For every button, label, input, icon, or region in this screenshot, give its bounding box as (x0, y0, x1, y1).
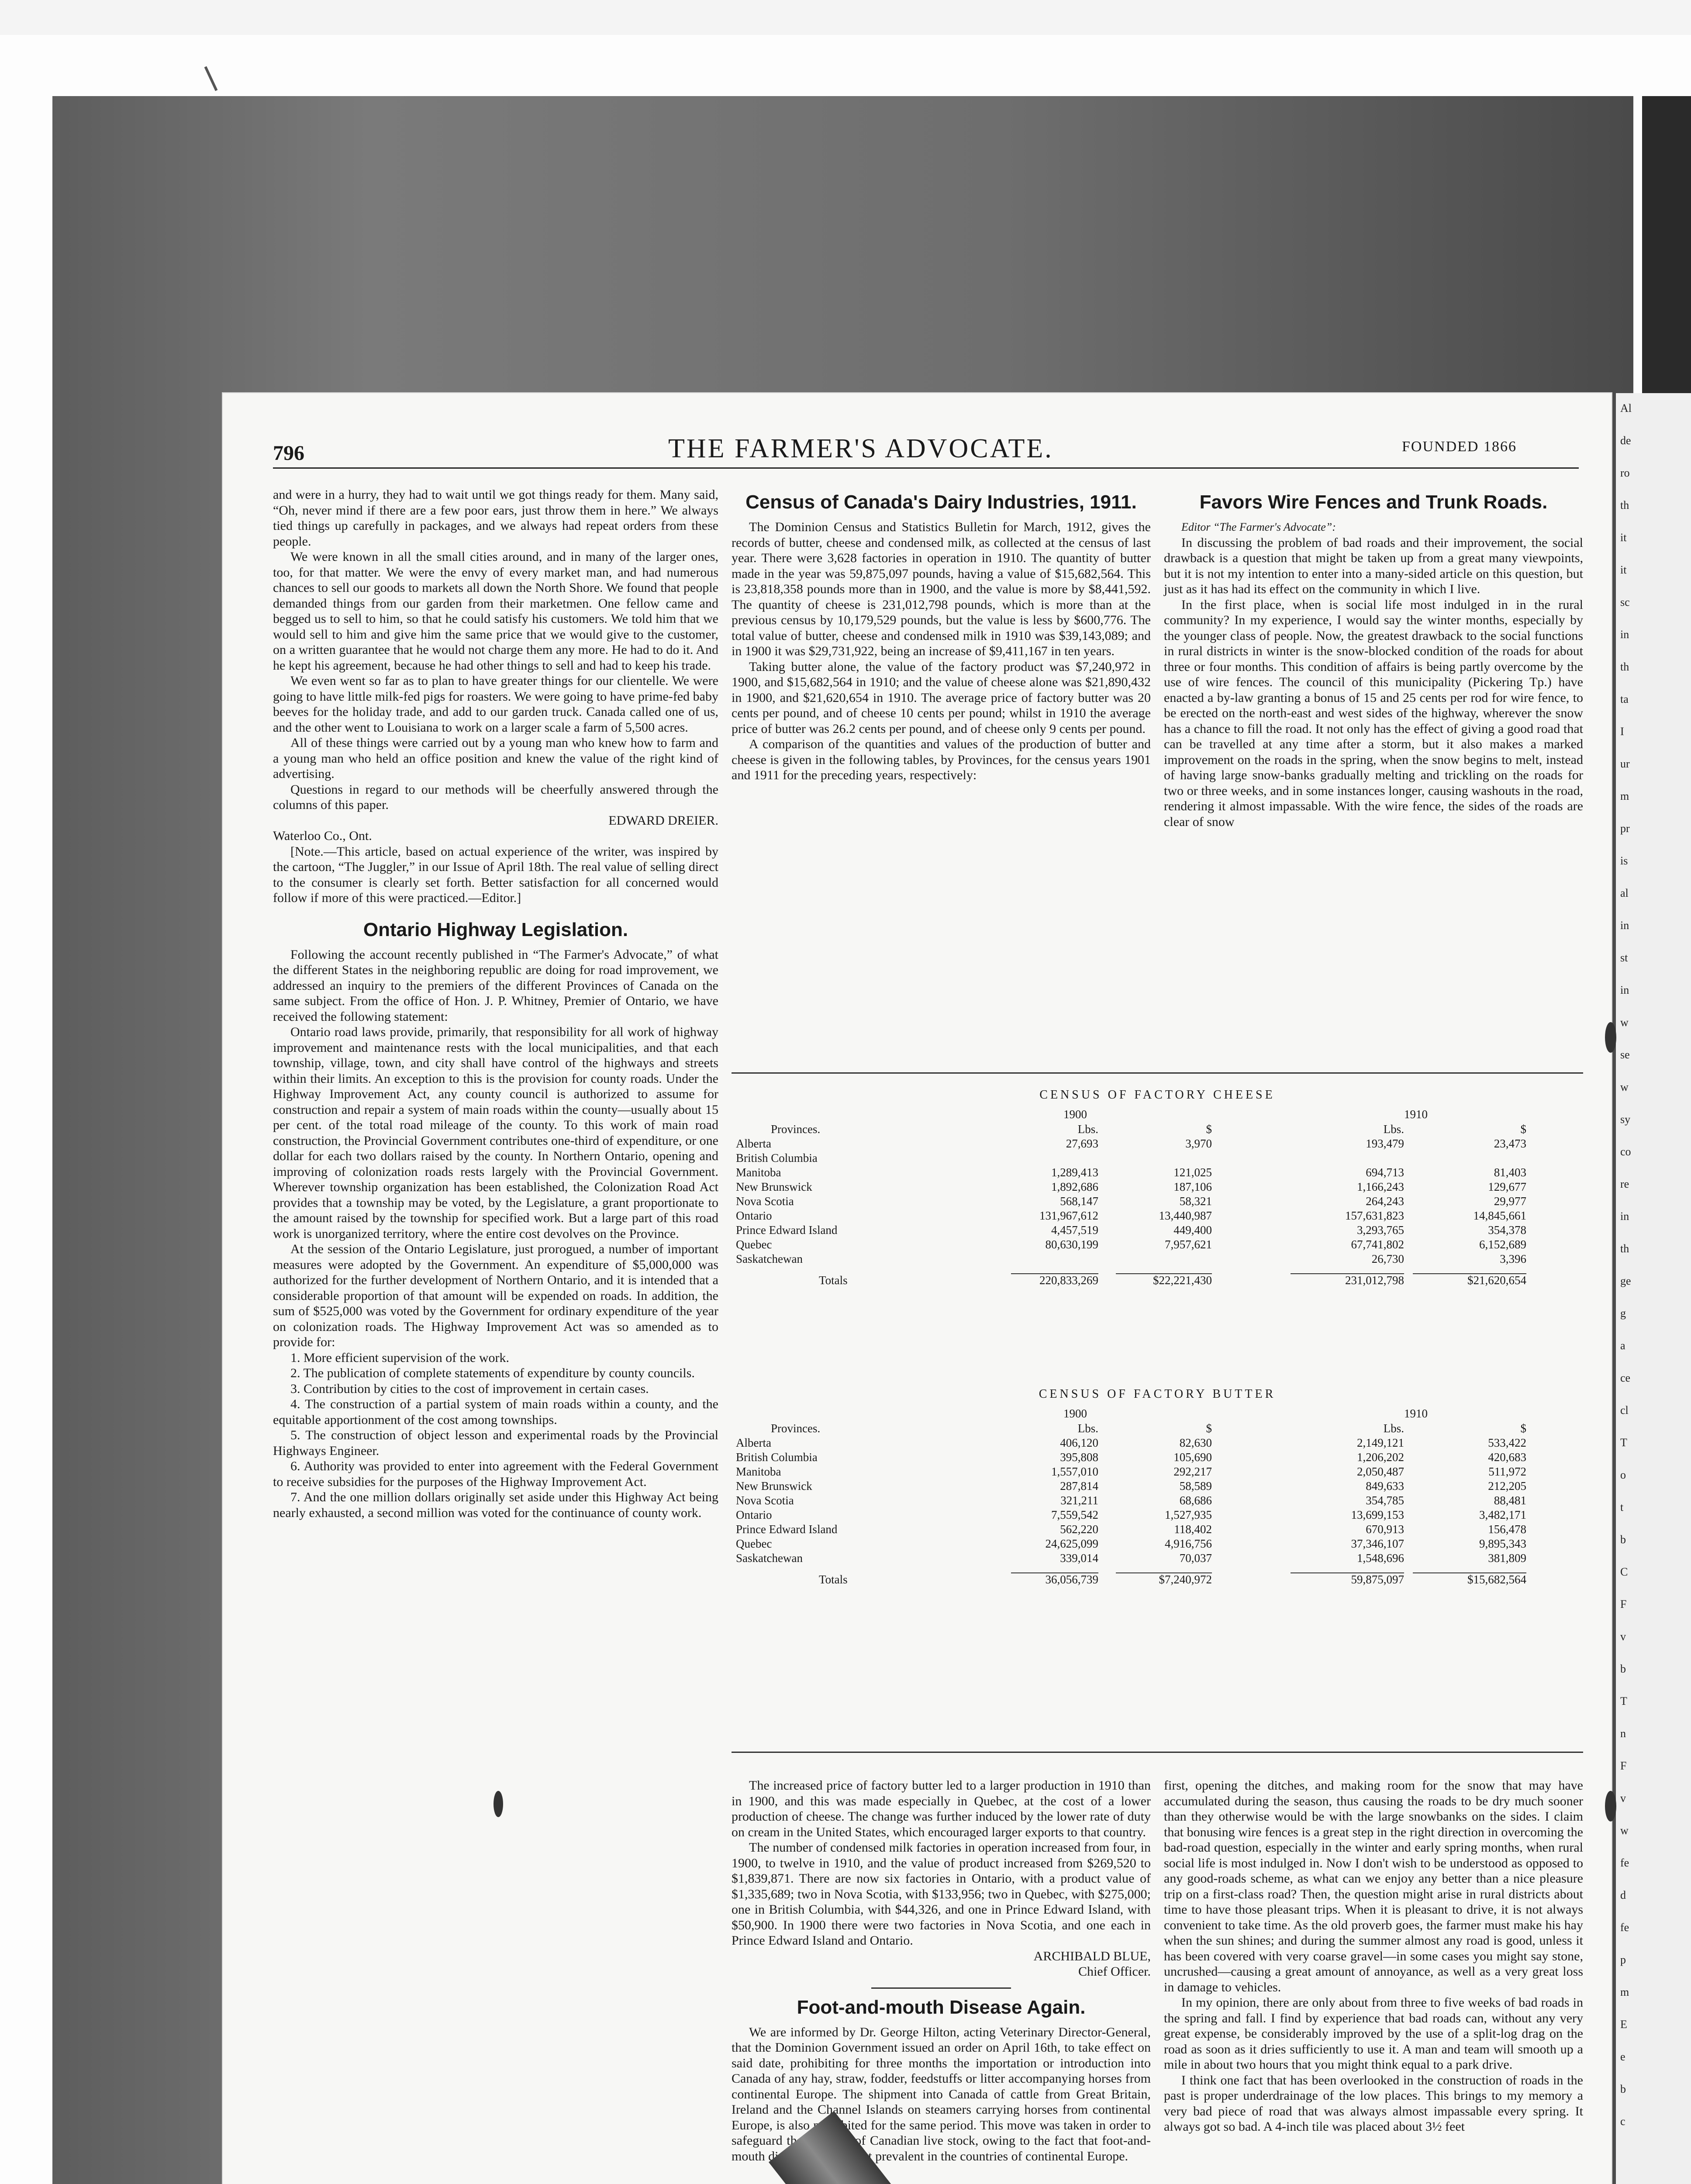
table-cell: 231,012,798 (1345, 1274, 1404, 1287)
column-header: $ (1206, 1123, 1212, 1136)
adjacent-text-fragment: it (1620, 563, 1627, 576)
column-2-lower (732, 1778, 1151, 2164)
table-cell: Totals (819, 1573, 848, 1586)
table-cell: $7,240,972 (1159, 1573, 1212, 1586)
adjacent-text-fragment: al (1620, 887, 1629, 899)
table-row (732, 1209, 1583, 1223)
adjacent-text-fragment: I (1620, 725, 1624, 738)
cheese-table (732, 1088, 1583, 1288)
table-cell: 381,809 (1488, 1552, 1526, 1565)
article-heading: Foot-and-mouth Disease Again. (797, 1996, 1086, 2018)
table-cell: 37,346,107 (1351, 1537, 1404, 1550)
paragraph: A comparison of the quantities and values of the production of butter and cheese is given in the following tables, by Provinces, for the census years 1901 and 1911 for the preceding years, respectively: (732, 737, 1151, 782)
table-row (732, 1493, 1583, 1508)
column-3 (1164, 487, 1583, 829)
adjacent-text-fragment: pr (1620, 822, 1630, 835)
table-cell: 292,217 (1173, 1465, 1212, 1478)
adjacent-text-fragment: n (1620, 1727, 1626, 1740)
table-cell: 1,166,243 (1357, 1180, 1404, 1193)
table-cell: 1,289,413 (1051, 1166, 1098, 1179)
table-row (732, 1223, 1583, 1237)
table-cell: 2,149,121 (1357, 1436, 1404, 1449)
table-cell: 511,972 (1488, 1465, 1526, 1478)
table-cell: 3,970 (1185, 1137, 1212, 1150)
paragraph: We are informed by Dr. George Hilton, acting Veterinary Director-General, that the Dominion Government issued an order on April 16th, to take effect on said date, prohibiting for three months the importation or introduction into Canada of any hay, straw, fodder, feedstuffs or litter accompanying horses from continental Europe. The shipment into Canada of cattle from Great Britain, Ireland and the Channel Islands on steamers carrying horses from continental Europe, is also prohibited for the same period. This move was taken in order to safeguard the interests of Canadian live stock, owing to the fact that foot-and-mouth disease is at present prevalent in the countries of continental Europe. (732, 2025, 1151, 2163)
table-row (732, 1151, 1583, 1165)
article-heading: Ontario Highway Legislation. (363, 919, 628, 940)
table-cell: 6,152,689 (1479, 1238, 1526, 1251)
adjacent-text-fragment: c (1620, 2115, 1625, 2128)
adjacent-text-fragment: b (1620, 2083, 1626, 2095)
table-cell: 36,056,739 (1045, 1573, 1098, 1586)
table-row (732, 1194, 1583, 1209)
column-header: Lbs. (1383, 1123, 1404, 1136)
column-2 (732, 487, 1151, 783)
paragraph: first, opening the ditches, and making room for the snow that may have accumulated during the season, thus causing the roads to be dry much sooner than they otherwise would be with the large snowbanks on the sides. I claim that bonusing wire fences is a great step in the right direction in overcoming the bad-road question, especially in the winter and early spring months, when rural social life is most indulged in. Now I don't wish to be understood as opposed to any good-roads scheme, as what can we enjoy any better than a nice pleasure trip on a first-class road? Then, the question might arise in rural districts about time to have those pleasant trips. When it is pleasant to drive, it is not always convenient to take time. As the old proverb goes, the farmer must make his hay when the sun shines; and during the summer almost any road is good, unless it has been covered with very coarse gravel—in some cases you might say stone, uncrushed—causing a great amount of annoyance, as well as a very great loss in damage to vehicles. (1164, 1778, 1583, 1994)
table-cell: 121,025 (1173, 1166, 1212, 1179)
adjacent-text-fragment: m (1620, 1986, 1629, 1998)
table-cell: 321,211 (1060, 1494, 1098, 1507)
adjacent-text-fragment: ge (1620, 1275, 1631, 1287)
table-cell: 420,683 (1488, 1451, 1526, 1464)
table-cell: 2,050,487 (1357, 1465, 1404, 1478)
adjacent-text-fragment: sy (1620, 1113, 1631, 1126)
adjacent-text-fragment: it (1620, 531, 1627, 544)
table-title: CENSUS OF FACTORY BUTTER (1039, 1387, 1276, 1401)
table-cell: 9,895,343 (1479, 1537, 1526, 1550)
list-item: 4. The construction of a partial system of main roads within a county, and the equitable apportionment of the cost among townships. (273, 1397, 718, 1427)
province-cell: Ontario (736, 1508, 772, 1521)
totals-row (732, 1572, 1583, 1587)
paragraph: The increased price of factory butter led to a larger production in 1910 than in 1900, and this was made especially in Quebec, at the cost of a lower production of cheese. The change was further induced by the lower rate of duty on cream in the United States, which encouraged larger exports to that country. (732, 1778, 1151, 1839)
adjacent-text-fragment: in (1620, 919, 1629, 932)
table-title: CENSUS OF FACTORY CHEESE (1039, 1088, 1275, 1102)
table-header-row (732, 1122, 1583, 1137)
table-cell: 220,833,269 (1039, 1274, 1098, 1287)
table-cell: 4,916,756 (1165, 1537, 1212, 1550)
table-cell: 1,206,202 (1357, 1451, 1404, 1464)
table-cell: 849,633 (1366, 1479, 1404, 1493)
adjacent-text-fragment: w (1620, 1824, 1629, 1837)
table-cell: 694,713 (1366, 1166, 1404, 1179)
province-cell: British Columbia (736, 1451, 818, 1464)
table-cell: 59,875,097 (1351, 1573, 1404, 1586)
province-cell: New Brunswick (736, 1180, 812, 1193)
table-row (732, 1436, 1583, 1450)
table-cell: 533,422 (1488, 1436, 1526, 1449)
province-cell: Alberta (736, 1137, 771, 1150)
newspaper-page (223, 393, 1612, 2184)
author-location: Waterloo Co., Ont. (273, 829, 372, 843)
adjacent-text-fragment: Al (1620, 402, 1632, 415)
table-cell: 118,402 (1174, 1523, 1212, 1536)
column-header: Lbs. (1077, 1422, 1098, 1435)
adjacent-text-fragment: p (1620, 1953, 1626, 1966)
adjacent-text-fragment: cl (1620, 1404, 1629, 1417)
author-signature: ARCHIBALD BLUE, (1033, 1949, 1151, 1963)
list-item: 2. The publication of complete statements of expenditure by county councils. (290, 1366, 695, 1380)
table-row (732, 1450, 1583, 1465)
list-item: 5. The construction of object lesson and experimental roads by the Provincial Highways Engineer. (273, 1428, 718, 1458)
scan-top-strip (0, 0, 1691, 35)
column-3-lower (1164, 1778, 1583, 2135)
adjacent-text-fragment: T (1620, 1436, 1627, 1449)
adjacent-text-fragment: T (1620, 1695, 1627, 1707)
paragraph: and were in a hurry, they had to wait until we got things ready for them. Many said, “Oh, never mind if there are a few poor ears, just throw them in here.” We always tied things up carefully in packages, and we always had repeat orders from these people. (273, 487, 718, 549)
table-cell: 68,686 (1179, 1494, 1212, 1507)
table-cell: 187,106 (1173, 1180, 1212, 1193)
adjacent-text-fragment: a (1620, 1339, 1625, 1352)
paragraph: In discussing the problem of bad roads and their improvement, the social drawback is a question that might be taken up from a great many viewpoints, but it is not my intention to enter into a many-sided article on this question, but just as it has had its effect on the community in which I live. (1164, 535, 1583, 596)
table-year-header (732, 1107, 1583, 1122)
table-row (732, 1522, 1583, 1537)
adjacent-text-fragment: th (1620, 660, 1629, 673)
table-cell: 14,845,661 (1473, 1209, 1526, 1222)
table-cell: 287,814 (1060, 1479, 1098, 1493)
ink-blot (1605, 1022, 1616, 1053)
paragraph: I think one fact that has been overlooked in the construction of roads in the past is proper underdrainage of the low places. This brings to my memory a very bad piece of road that was always almost impassable every spring. It always got so bad. A 4-inch tile was placed about 3½ feet (1164, 2073, 1583, 2134)
table-cell: 157,631,823 (1345, 1209, 1404, 1222)
table-cell: 406,120 (1060, 1436, 1098, 1449)
table-row (732, 1165, 1583, 1180)
ink-blot (1605, 1791, 1616, 1821)
table-rule (732, 1072, 1583, 1074)
table-row (732, 1479, 1583, 1493)
paragraph: Ontario road laws provide, primarily, that responsibility for all work of highway improvement and maintenance rests with the local municipalities, and that each township, village, town, and city shall have control of the highways and streets within their limits. An exception to this is the provision for county roads. Under the Highway Improvement Act, any county council is authorized to assume for construction and repair a system of main roads within the county—usually about 15 per cent. of the total road mileage of the county. To this work of main road construction, the Provincial Government contributes one-third of expenditure, or one dollar for each two dollars raised by the county. In Northern Ontario, opening and improving of colonization roads rests largely with the Provincial Government. Wherever township organization has been established, the Colonization Road Act provides that a township may be voted, by the Legislature, a grant proportionate to the amount raised by the township for specified work. But a large part of this road work is unorganized territory, where the entire cost devolves on the Province. (273, 1025, 718, 1241)
adjacent-text-fragment: d (1620, 1889, 1626, 1901)
table-cell: 1,527,935 (1165, 1508, 1212, 1521)
province-cell: New Brunswick (736, 1479, 812, 1493)
table-cell: 1,557,010 (1051, 1465, 1098, 1478)
section-rule (871, 1987, 1011, 1989)
table-cell: 568,147 (1060, 1195, 1098, 1208)
founded-date: FOUNDED 1866 (1402, 439, 1517, 455)
province-cell: Nova Scotia (736, 1195, 794, 1208)
province-cell: Prince Edward Island (736, 1523, 838, 1536)
adjacent-text-fragment: F (1620, 1598, 1627, 1610)
table-cell: 212,205 (1488, 1479, 1526, 1493)
province-cell: Prince Edward Island (736, 1223, 838, 1237)
totals-row (732, 1273, 1583, 1288)
table-row (732, 1137, 1583, 1151)
adjacent-text-fragment: th (1620, 1242, 1629, 1255)
adjacent-text-fragment: b (1620, 1533, 1626, 1546)
table-header-row (732, 1421, 1583, 1436)
paragraph: All of these things were carried out by a young man who knew how to farm and a young man who held an office position and knew the value of the right kind of advertising. (273, 736, 718, 781)
byline: Editor “The Farmer's Advocate”: (1181, 521, 1336, 533)
table-row (732, 1252, 1583, 1266)
column-header: $ (1520, 1422, 1526, 1435)
table-row (732, 1180, 1583, 1194)
column-header: $ (1520, 1123, 1526, 1136)
table-cell: 27,693 (1066, 1137, 1098, 1150)
paragraph: We were known in all the small cities around, and in many of the larger ones, too, for that matter. We were the envy of every market man, and had numerous chances to sell our goods to markets all down the North Shore. We found that people demanded things from our garden from their marketmen. One fellow came and begged us to sell to him, so that he could satisfy his customers. We told him that we would sell to him and give him the same price that we would give to the customer, on a written guarantee that he would not charge them any more. He had to do it. And he kept his agreement, because he had other things to sell and had to keep his trade. (273, 549, 718, 673)
paragraph: In my opinion, there are only about from three to five weeks of bad roads in the spring and fall. I find by experience that bad roads can, without any very great expense, be considerably improved by the use of a split-log drag on the road as soon as it dries sufficiently to use it. A man and team will smooth up a mile in about two hours that you might think equal to a park drive. (1164, 1995, 1583, 2072)
adjacent-text-fragment: b (1620, 1662, 1626, 1675)
table-cell: 193,479 (1366, 1137, 1404, 1150)
adjacent-text-fragment: m (1620, 790, 1629, 802)
adjacent-text-fragment: se (1620, 1048, 1630, 1061)
butter-table (732, 1387, 1583, 1587)
adjacent-text-fragment: in (1620, 984, 1629, 996)
table-cell: 26,730 (1371, 1252, 1404, 1265)
table-cell: 264,243 (1366, 1195, 1404, 1208)
column-header: $ (1206, 1422, 1212, 1435)
list-item: 6. Authority was provided to enter into agreement with the Federal Government to receive subsidies for the purposes of the Highway Improvement Act. (273, 1459, 718, 1489)
table-row (732, 1508, 1583, 1522)
column-header: Provinces. (771, 1422, 821, 1435)
author-signature: EDWARD DREIER. (608, 813, 718, 828)
province-cell: Saskatchewan (736, 1552, 803, 1565)
table-cell: 88,481 (1494, 1494, 1526, 1507)
table-cell: 1,548,696 (1357, 1552, 1404, 1565)
adjacent-text-fragment: is (1620, 854, 1628, 867)
adjacent-page-fragment (1616, 393, 1691, 2184)
table-cell: 449,400 (1173, 1223, 1212, 1237)
paragraph: We even went so far as to plan to have greater things for our clientelle. We were going to have little milk-fed pigs for roasters. We were going to have prime-fed baby beeves for the holiday trade, and add to our garden truck. Canada called one of us, and the other went to Louisiana to work on a larger scale a farm of 5,500 acres. (273, 674, 718, 735)
adjacent-text-fragment: de (1620, 434, 1631, 447)
table-cell: 4,457,519 (1051, 1223, 1098, 1237)
adjacent-text-fragment: th (1620, 499, 1629, 511)
column-1 (273, 487, 718, 1521)
adjacent-text-fragment: g (1620, 1307, 1626, 1320)
year-header: 1910 (1404, 1407, 1428, 1420)
table-cell: $21,620,654 (1467, 1274, 1526, 1287)
table-cell: 58,321 (1179, 1195, 1212, 1208)
adjacent-text-fragment: F (1620, 1759, 1627, 1772)
table-cell: 81,403 (1494, 1166, 1526, 1179)
adjacent-text-fragment: w (1620, 1016, 1629, 1029)
table-cell: 131,967,612 (1039, 1209, 1098, 1222)
table-rule (732, 1752, 1583, 1753)
paragraph: In the first place, when is social life most indulged in in the rural community? In my experience, I would say the winter months, especially by the younger class of people. Now, the greatest drawback to the social functions in rural districts in winter is the snow-blocked condition of the roads for about three or four months. This condition of affairs is being partly overcome by the use of wire fences. The council of this municipality (Pickering Tp.) have enacted a by-law granting a bonus of 15 and 25 cents per rod for wire fence, to be erected on the north-east and west sides of the highway, wherever the snow has a chance to fill the road. It not only has the effect of giving a good road that can be travelled at any time after a storm, but it also makes a marked improvement on the roads in the spring, when the snow begins to melt, instead of having large snow-banks gradually melting and trickling on the roads for two or three weeks, and in some instances longer, causing washouts in the road, rendering it almost impassable. With the wire fence, the sides of the roads are clear of snow (1164, 597, 1583, 829)
table-cell: 7,559,542 (1051, 1508, 1098, 1521)
adjacent-text-fragment: fe (1620, 1856, 1629, 1869)
article-heading: Census of Canada's Dairy Industries, 1911. (745, 491, 1137, 513)
article-heading: Favors Wire Fences and Trunk Roads. (1199, 491, 1548, 513)
adjacent-text-fragment: ro (1620, 467, 1630, 479)
table-row (732, 1237, 1583, 1252)
adjacent-text-fragment: ce (1620, 1372, 1631, 1384)
adjacent-text-fragment: v (1620, 1630, 1626, 1643)
masthead-title: THE FARMER'S ADVOCATE. (668, 434, 1053, 463)
table-cell: 3,482,171 (1479, 1508, 1526, 1521)
table-cell: 82,630 (1179, 1436, 1212, 1449)
adjacent-text-fragment: re (1620, 1178, 1629, 1190)
table-cell: 354,378 (1488, 1223, 1526, 1237)
table-cell: 562,220 (1060, 1523, 1098, 1536)
table-cell: 67,741,802 (1351, 1238, 1404, 1251)
table-year-header (732, 1406, 1583, 1421)
adjacent-text-fragment: E (1620, 2018, 1627, 2031)
table-cell: 80,630,199 (1045, 1238, 1098, 1251)
province-cell: Manitoba (736, 1465, 781, 1478)
table-cell: 156,478 (1488, 1523, 1526, 1536)
table-cell: $22,221,430 (1153, 1274, 1212, 1287)
province-cell: Saskatchewan (736, 1252, 803, 1265)
table-cell: 29,977 (1494, 1195, 1526, 1208)
year-header: 1910 (1404, 1108, 1428, 1121)
table-row (732, 1537, 1583, 1551)
adjacent-text-fragment: fe (1620, 1921, 1629, 1934)
adjacent-text-fragment: ur (1620, 757, 1630, 770)
province-cell: British Columbia (736, 1151, 818, 1165)
table-cell: 70,037 (1179, 1552, 1212, 1565)
adjacent-text-fragment: C (1620, 1565, 1628, 1578)
column-header: Lbs. (1077, 1123, 1098, 1136)
table-cell: 58,589 (1179, 1479, 1212, 1493)
table-row (732, 1465, 1583, 1479)
adjacent-text-fragment: v (1620, 1792, 1626, 1804)
table-cell: 3,396 (1500, 1252, 1526, 1265)
author-title: Chief Officer. (1078, 1964, 1151, 1979)
ink-blot (493, 1791, 503, 1817)
adjacent-text-fragment: t (1620, 1501, 1624, 1514)
adjacent-text-fragment: sc (1620, 596, 1630, 608)
table-cell: 670,913 (1366, 1523, 1404, 1536)
province-cell: Quebec (736, 1238, 772, 1251)
table-cell: $15,682,564 (1467, 1573, 1526, 1586)
adjacent-text-fragment: in (1620, 628, 1629, 641)
list-item: 7. And the one million dollars originally set aside under this Highway Act being nearly exhausted, a second million was voted for the continuance of county work. (273, 1490, 718, 1520)
adjacent-text-fragment: w (1620, 1081, 1629, 1093)
table-cell: 354,785 (1366, 1494, 1404, 1507)
table-cell: 339,014 (1060, 1552, 1098, 1565)
province-cell: Alberta (736, 1436, 771, 1449)
adjacent-text-fragment: o (1620, 1469, 1626, 1481)
year-header: 1900 (1063, 1407, 1087, 1420)
table-cell: 13,699,153 (1351, 1508, 1404, 1521)
adjacent-text-fragment: co (1620, 1145, 1631, 1158)
table-cell: 3,293,765 (1357, 1223, 1404, 1237)
province-cell: Manitoba (736, 1166, 781, 1179)
table-body (732, 1137, 1583, 1266)
table-cell: 13,440,987 (1159, 1209, 1212, 1222)
editor-note: [Note.—This article, based on actual experience of the writer, was inspired by the cartoon, “The Juggler,” in our Issue of April 18th. The real value of selling direct to the consumer is clearly set forth. Better satisfaction for all concerned would follow if more of this were practiced.—Editor.] (273, 844, 718, 905)
paragraph: The number of condensed milk factories in operation increased from four, in 1900, to twelve in 1910, and the value of product increased from $269,520 to $1,839,871. There are now six factories in Ontario, with a product value of $1,335,689; two in Nova Scotia, with $133,956; two in Quebec, with $275,000; one in British Columbia, with $44,326, and one in Prince Edward Island, with $50,900. In 1900 there were two factories in Nova Scotia, and one each in Prince Edward Island and Ontario. (732, 1840, 1151, 1948)
table-cell: 23,473 (1494, 1137, 1526, 1150)
page-number: 796 (273, 442, 304, 465)
adjacent-text-fragment: in (1620, 1210, 1629, 1223)
table-cell: Totals (819, 1274, 848, 1287)
table-cell: 7,957,621 (1165, 1238, 1212, 1251)
table-cell: 105,690 (1173, 1451, 1212, 1464)
table-cell: 1,892,686 (1051, 1180, 1098, 1193)
province-cell: Ontario (736, 1209, 772, 1222)
table-cell: 395,808 (1060, 1451, 1098, 1464)
table-row (732, 1551, 1583, 1565)
list-item: 1. More efficient supervision of the work. (290, 1350, 509, 1365)
paragraph: At the session of the Ontario Legislature, just prorogued, a number of important measures were adopted by the Government. An expenditure of $5,000,000 was authorized for the further development of Northern Ontario, and it is intended that a considerable proportion of that amount will be expended on roads. In addition, the sum of $525,000 was voted by the Government for ordinary expenditure of the year on colonization roads. The Highway Improvement Act was so amended as to provide for: (273, 1242, 718, 1349)
paragraph: The Dominion Census and Statistics Bulletin for March, 1912, gives the records of butter, cheese and condensed milk, as collected at the census of last year. There were 3,628 factories in operation in 1910. The quantity of butter made in the year was 59,875,097 pounds, having a value of $15,682,564. This is 23,818,358 pounds more than in 1900, and the value is more by $8,441,592. The quantity of cheese is 231,012,798 pounds, which is more than at the previous census by 10,179,529 pounds, but the value is less by $600,776. The total value of butter, cheese and condensed milk in 1910 was $39,143,089; and in 1900 it was $29,731,922, being an increase of $9,411,167 in ten years. (732, 520, 1151, 658)
paragraph: Taking butter alone, the value of the factory product was $7,240,972 in 1900, and $15,682,564 in 1910; and the value of cheese alone was $21,890,432 in 1900, and $21,620,654 in 1910. The average price of factory butter was 20 cents per pound, and of cheese 10 cents per pound; whilst in 1910 the average price of butter was 26.2 cents per pound, and of cheese only 9 cents per pound. (732, 659, 1151, 736)
table-cell: 129,677 (1488, 1180, 1526, 1193)
adjacent-text-fragment: ta (1620, 693, 1629, 705)
year-header: 1900 (1063, 1108, 1087, 1121)
table-cell: 24,625,099 (1045, 1537, 1098, 1550)
column-header: Lbs. (1383, 1422, 1404, 1435)
paragraph: Questions in regard to our methods will be cheerfully answered through the columns of this paper. (273, 782, 718, 812)
adjacent-text-fragment: st (1620, 951, 1628, 964)
table-body (732, 1436, 1583, 1565)
list-item: 3. Contribution by cities to the cost of improvement in certain cases. (290, 1381, 649, 1396)
adjacent-text-fragment: e (1620, 2050, 1625, 2063)
paragraph: Following the account recently published in “The Farmer's Advocate,” of what the different States in the neighboring republic are doing for road improvement, we addressed an inquiry to the premiers of the different Provinces of Canada on the same subject. From the office of Hon. J. P. Whitney, Premier of Ontario, we have received the following statement: (273, 947, 718, 1024)
province-cell: Nova Scotia (736, 1494, 794, 1507)
header-rule (273, 467, 1579, 469)
province-cell: Quebec (736, 1537, 772, 1550)
column-header: Provinces. (771, 1123, 821, 1136)
